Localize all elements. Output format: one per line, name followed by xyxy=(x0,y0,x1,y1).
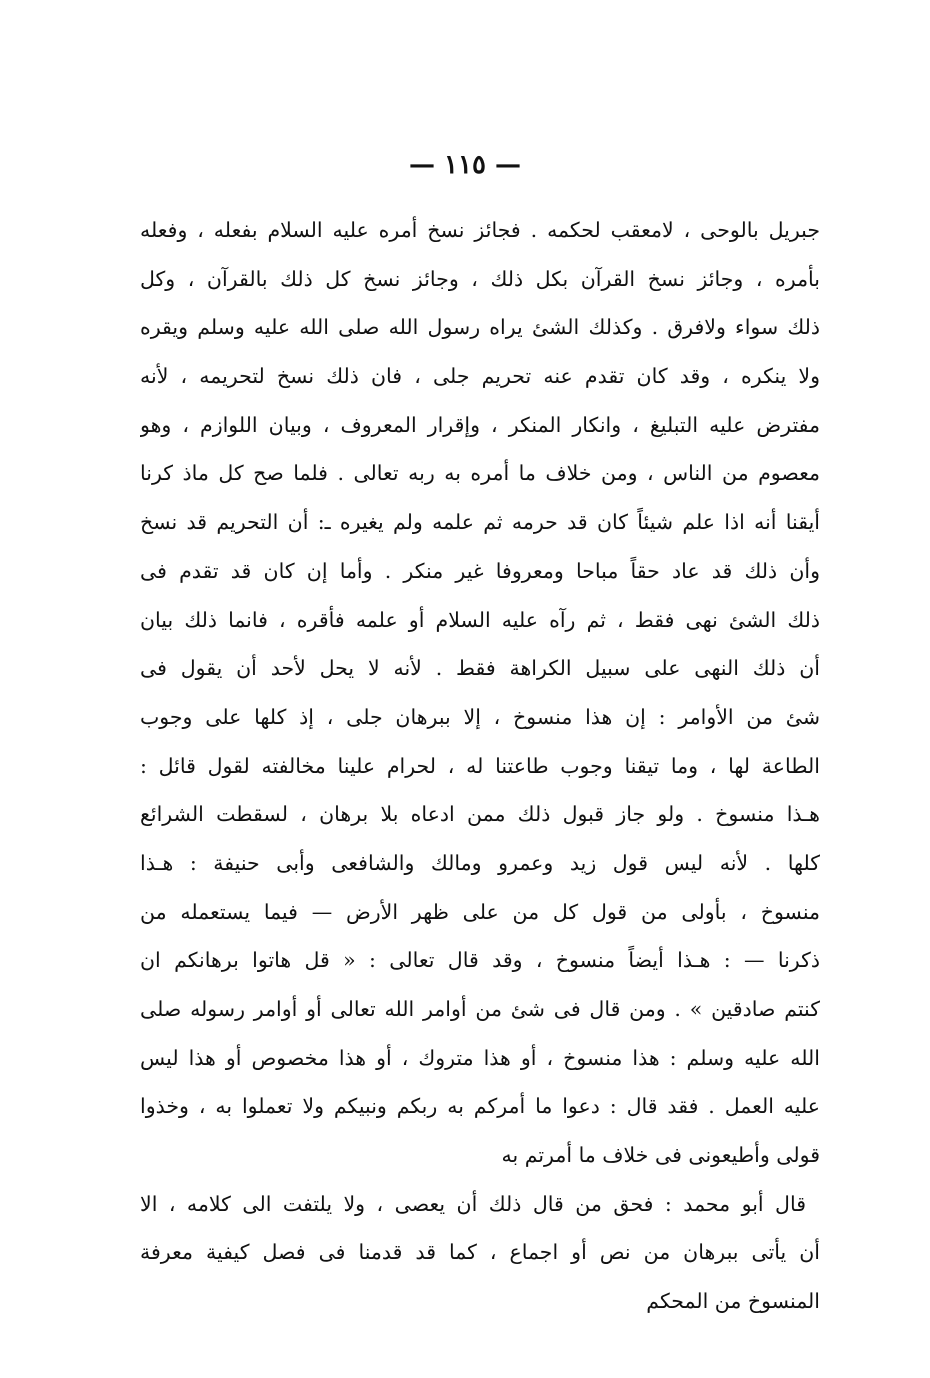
text-line: بأمره ، وجائز نسخ القرآن بكل ذلك ، وجائز نسخ كل ذلك بالقرآن ، وكل xyxy=(140,266,820,291)
text-line: الله عليه وسلم : هذا منسوخ ، أو هذا متروك ، أو هذا مخصوص أو هذا ليس xyxy=(140,1045,820,1070)
text-line: وأن ذلك قد عاد حقاً مباحا ومعروفا غير منكر . وأما إن كان قد تقدم فى xyxy=(140,558,820,583)
text-line: عليه العمل . فقد قال : دعوا ما أمركم به ربكم ونبيكم ولا تعملوا به ، وخذوا xyxy=(140,1094,820,1119)
paragraph-end-line: قولى وأطيعونى فى خلاف ما أمرتم به xyxy=(501,1143,820,1168)
text-line: ولا ينكره ، وقد كان تقدم عنه تحريم جلى ، فان ذلك نسخ لتحريمه ، لأنه xyxy=(140,364,820,389)
text-line: الطاعة لها ، وما تيقنا وجوب طاعتنا له ، لحرام علينا مخالفته لقول قائل : xyxy=(140,753,820,778)
body-text xyxy=(140,206,820,1326)
text-line: منسوخ ، بأولى من قول كل من على ظهر الأرض — فيما يستعمله من xyxy=(140,899,820,924)
text-line: قال أبو محمد : فحق من قال ذلك أن يعصى ، ولا يلتفت الى كلامه ، الا xyxy=(140,1191,806,1216)
text-line: جبريل بالوحى ، لامعقب لحكمه . فجائز نسخ أمره عليه السلام بفعله ، وفعله xyxy=(140,218,820,242)
text-line: معصوم من الناس ، ومن خلاف ما أمره به ربه تعالى . فلما صح كل ماذ كرنا xyxy=(140,461,820,486)
text-line: كنتم صادقين » . ومن قال فى شئ من أوامر الله تعالى أو أوامر رسوله صلى xyxy=(140,997,820,1021)
text-line: كلها . لأنه ليس قول زيد وعمرو ومالك والشافعى وأبى حنيفة : هـذا xyxy=(140,850,820,875)
text-line: أيقنا أنه اذا علم شيئاً كان قد حرمه ثم علمه ولم يغيره ـ: أن التحريم قد نسخ xyxy=(140,510,820,535)
paragraph-end-line: المنسوخ من المحكم xyxy=(646,1289,820,1314)
text-line: شئ من الأوامر : إن هذا منسوخ ، إلا ببرهان جلى ، إذ كلها على وجوب xyxy=(140,704,820,729)
page-number: — ١١٥ — xyxy=(408,150,522,180)
text-line: ذلك سواء ولافرق . وكذلك الشئ يراه رسول الله صلى الله عليه وسلم ويقره xyxy=(140,315,820,340)
text-line: ذلك الشئ نهى فقط ، ثم رآه عليه السلام أو علمه فأقره ، فانما ذلك بيان xyxy=(140,607,820,632)
text-line: أن يأتى ببرهان من نص أو اجماع ، كما قد قدمنا فى فصل كيفية معرفة xyxy=(140,1240,820,1265)
text-line: ذكرنا — : هـذا أيضاً منسوخ ، وقد قال تعالى : « قل هاتوا برهانكم ان xyxy=(140,948,820,973)
text-line: مفترض عليه التبليغ ، وانكار المنكر ، وإقرار المعروف ، وبيان اللوازم ، وهو xyxy=(140,412,820,437)
text-line: أن ذلك النهى على سبيل الكراهة فقط . لأنه لا يحل لأحد أن يقول فى xyxy=(140,656,820,681)
text-line: هـذا منسوخ . ولو جاز قبول ذلك ممن ادعاه بلا برهان ، لسقطت الشرائع xyxy=(140,802,820,827)
